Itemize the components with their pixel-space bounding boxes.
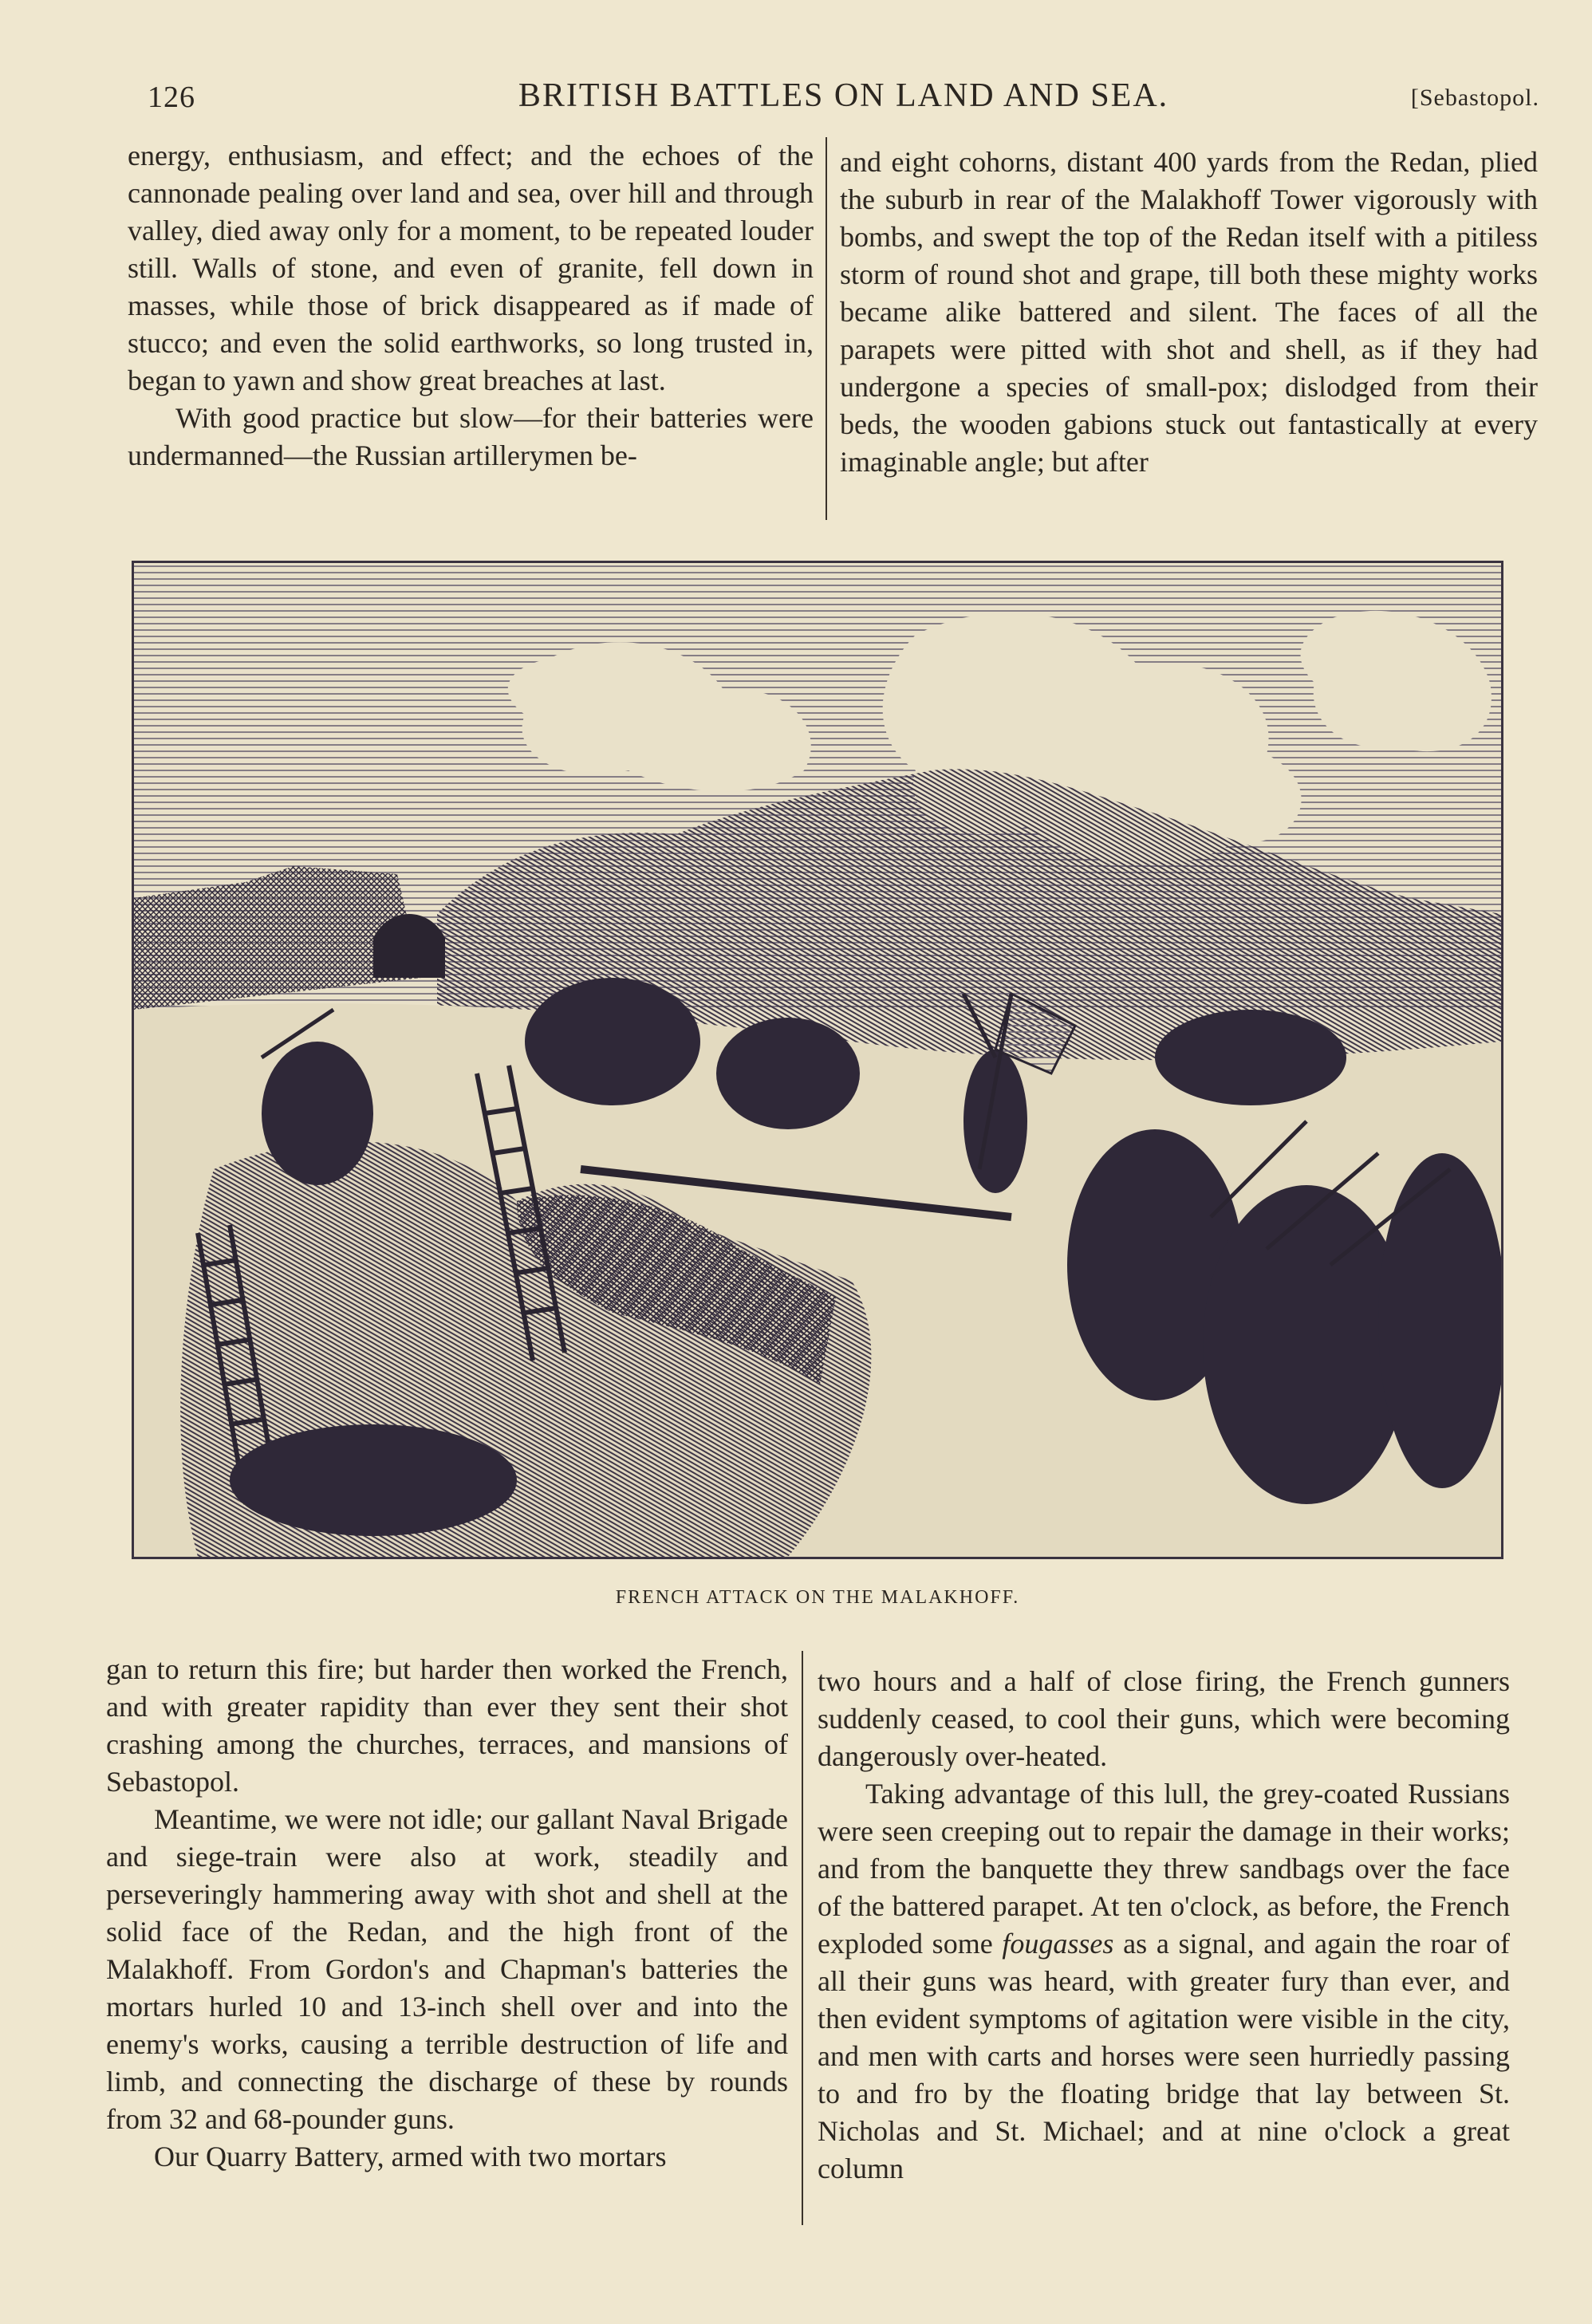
text-column-top-left [128, 137, 814, 475]
running-title: BRITISH BATTLES ON LAND AND SEA. [518, 77, 1169, 114]
paragraph: Meantime, we were not idle; our gallant Naval Brigade and siege-train were also at work, steadily and perseveringly hammering away with shot and shell at the solid face of the Redan, and the high front of the Malakhoff. From Gordon's and Chapman's batteries the mortars hurled 10 and 13-inch shell over and into the enemy's works, causing a terrible destruction of life and limb, and connecting the discharge of these by rounds from 32 and 68-pounder guns. [106, 1803, 788, 2135]
figure-caption: FRENCH ATTACK ON THE MALAKHOFF. [615, 1587, 1020, 1608]
engraving-artwork [134, 563, 1501, 1557]
paragraph [818, 1775, 1510, 2188]
section-name: [Sebastopol. [1410, 85, 1539, 111]
paragraph: Our Quarry Battery, armed with two mortars [154, 2141, 667, 2172]
paragraph: two hours and a half of close firing, the French gunners suddenly ceased, to cool their guns, which were becoming dangerously over-heated. [818, 1665, 1510, 1772]
text-column-bottom-left [106, 1651, 788, 2176]
paragraph: gan to return this fire; but harder then worked the French, and with greater rapidity than ever they sent their shot crashing among the churches, terraces, and mansions of Sebastopol. [106, 1653, 788, 1798]
text-column-top-right [840, 144, 1538, 481]
paragraph: energy, enthusiasm, and effect; and the echoes of the cannonade pealing over land and sea, over hill and through valley, died away only for a moment, to be repeated louder still. Walls of stone, and even of granite, fell down in masses, while those of brick disappeared as if made of stucco; and even the solid earthworks, so long trusted in, began to yawn and show great breaches at last. [128, 140, 814, 396]
running-header [148, 73, 1539, 121]
italic-term: fougasses [1002, 1928, 1114, 1960]
paragraph: With good practice but slow—for their batteries were undermanned—the Russian artillerymen be- [128, 402, 814, 471]
column-divider [826, 137, 827, 520]
paragraph: and eight cohorns, distant 400 yards from the Redan, plied the suburb in rear of the Malakhoff Tower vigorously with bombs, and swept the top of the Redan itself with a pitiless storm of round shot and grape, till both these mighty works became alike battered and silent. The faces of all the parapets were pitted with shot and shell, as if they had undergone a species of small-pox; dislodged from their beds, the wooden gabions stuck out fantastically at every imaginable angle; but after [840, 146, 1538, 478]
text-column-bottom-right [818, 1663, 1510, 2188]
column-divider [802, 1651, 803, 2225]
text-run: as a signal, and again the roar of all their guns was heard, with greater fury than ever, and then evident symptoms of agitation were visible in the city, and men with carts and horses were seen hurriedly passing to and fro by the floating bridge that lay between St. Nicholas and St. Michael; and at nine o'clock a great column [818, 1928, 1510, 2184]
text-run: Taking advantage of this lull, the grey-coated Russians were seen creeping out to repair the damage in their works; and from the banquette they threw sandbags over the face of the battered parapet. At ten o'clock, as before, the French exploded some [818, 1778, 1510, 1960]
page-number: 126 [148, 81, 195, 114]
engraving-illustration [132, 561, 1503, 1559]
